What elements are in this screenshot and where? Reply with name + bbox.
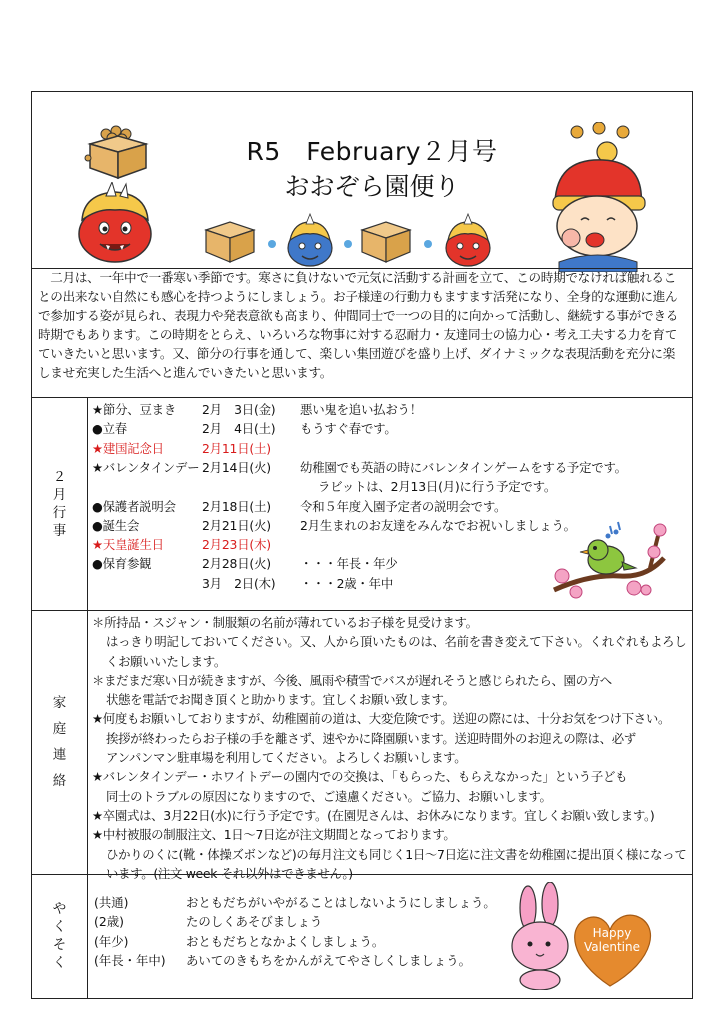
note-line: ★卒園式は、3月22日(水)に行う予定です。(在園児さんは、お休みになります。宜しくお願い致します。) [92,807,655,823]
note-line: 状態を電話でお聞き頂くと助かります。宜しくお願い致します。 [106,692,455,708]
valentine-text [580,926,644,954]
event-text: もうすぐ春です。 [300,421,397,437]
event-row [92,439,652,458]
valentine-line1: Happy [592,926,632,940]
note-line: ★何度もお願いしておりますが、幼稚園前の道は、大変危険です。送迎の際には、十分お気をつけ下さい。 [92,711,671,727]
newsletter-frame [31,91,693,999]
event-row [92,497,652,516]
event-date: 2月14日(火) [202,459,271,475]
promise-text: おともだちがいやがることはしないようにしましょう。 [186,895,496,910]
event-date: 2月11日(土) [202,440,271,456]
events-label: ２月行事 [52,468,67,539]
promise-group: (年長・年中) [94,952,166,968]
intro-paragraph: 二月は、一年中で一番寒い季節です。寒さに負けないで元気に活動する計画を立て、この時期でなければ触れることの出来ない自然にも感心を持つようにしましょう。お子様達の行動力もますます活発になり、全身的な運動に進んで参加する姿が見られ、表現力や発表意欲も高まり、仲間同士で一つの目的に向かって活動し、継続する事ができる時期でもあります。この時期をとらえ、いろいろな物事に対する忍耐力・友達同士の協力心・考え工夫する力を育てていきたいと思います。又、節分の行事を通して、楽しい集団遊びを盛り上げ、ダイナミックな表現活動を充分に楽しませ充実した生活へと進んでいきたいと思います。 [38,270,679,380]
notes-section-label [32,610,87,874]
event-text: 2月生まれのお友達をみんなでお祝いしましょう。 [300,517,576,533]
promise-row [94,912,514,931]
promise-text: あいてのきもちをかんがえてやさしくしましょう。 [186,952,471,968]
promise-row [94,932,514,951]
promise-row [94,951,514,970]
notes-list [92,613,692,883]
event-name: ★建国記念日 [92,440,164,456]
promises-list [94,893,514,970]
notes-label: 家庭連絡 [52,695,67,789]
event-date: 2月21日(火) [202,517,271,533]
event-text: ラビットは、2月13日(月)に行う予定です。 [318,479,557,495]
masu-box-icon [206,222,254,262]
event-date: 2月 3日(金) [202,402,276,417]
promises-section-label [32,874,87,998]
events-section-label [32,397,87,610]
promise-group: (2歳) [94,914,124,930]
promise-row [94,893,514,912]
event-name: ★バレンタインデー [92,459,200,475]
bird-on-plum-branch-icon [550,518,670,600]
event-name: ●誕生会 [92,517,140,533]
note-line: ＊所持品・スジャン・制服類の名前が薄れているお子様を見受けます。 [92,615,478,630]
note-line: 挨拶が終わったらお子様の手を離さず、速やかに降園願います。送迎時間外のお迎えの際は、必ず [106,730,636,746]
newsletter-title: R5 February２月号 [246,137,498,166]
event-text: 悪い鬼を追い払おう！ [300,402,422,417]
newsletter-subtitle: おおぞら園便り [284,172,460,201]
masu-box-icon [362,222,410,262]
note-line: ★バレンタインデー・ホワイトデーの園内での交換は、「もらった、もらえなかった」という子ども [92,769,628,785]
promise-group: (共通) [94,895,129,910]
event-row [92,419,652,438]
event-name: ●立春 [92,421,127,437]
event-date: 3月 2日(木) [202,575,276,591]
note-line: 同士のトラブルの原因になりますので、ご遠慮ください。ご協力、お願いします。 [106,788,552,804]
promise-text: おともだちとなかよくしましょう。 [186,933,385,949]
child-eating-beans-icon [537,122,657,272]
valentine-line2: Valentine [584,940,640,954]
decoration-row [202,212,542,272]
promise-group: (年少) [94,933,129,949]
promise-text: たのしくあそびましょう [186,914,323,930]
event-name: ●保護者説明会 [92,498,176,514]
note-line: ひかりのくに(靴・体操ズボンなど)の毎月注文も同じく1日～7日迄に注文書を幼稚園に提出頂く様になっています。(注文 week それ以外はできません。) [106,846,687,881]
masu-box-icon [82,122,154,182]
event-row [92,477,652,496]
red-oni-icon [446,214,490,266]
event-name: ●保育参観 [92,556,152,572]
promises-label: やくそく [52,901,67,971]
event-name: ★天皇誕生日 [92,537,164,553]
note-line: アンパンマン駐車場を利用してください。よろしくお願いします。 [106,750,467,766]
event-date: 2月 4日(土) [202,421,276,437]
note-line: ＊まだまだ寒い日が続きますが、今後、風雨や積雪でバスが遅れそうと感じられたら、園の方へ [92,672,612,688]
note-line: はっきり明記しておいてください。又、人から頂いたものは、名前を書き変えて下さい。くれぐれもよろしくお願いいたします。 [106,634,687,669]
event-row [92,400,652,419]
event-text: 令和５年度入園予定者の説明会です。 [300,498,507,514]
event-name: ★節分、豆まき [92,402,177,417]
event-text: 幼稚園でも英語の時にバレンタインゲームをする予定です。 [300,459,627,475]
event-row [92,458,652,477]
event-date: 2月18日(土) [202,498,271,514]
event-date: 2月28日(火) [202,556,271,572]
blue-oni-icon [288,214,332,266]
event-date: 2月23日(木) [202,537,271,553]
event-text: ・・・年長・年少 [300,556,398,572]
note-line: ★中村被服の制服注文、1日～7日迄が注文期間となっております。 [92,827,456,843]
red-oni-icon [72,182,158,264]
event-text: ・・・2歳・年中 [300,575,394,591]
